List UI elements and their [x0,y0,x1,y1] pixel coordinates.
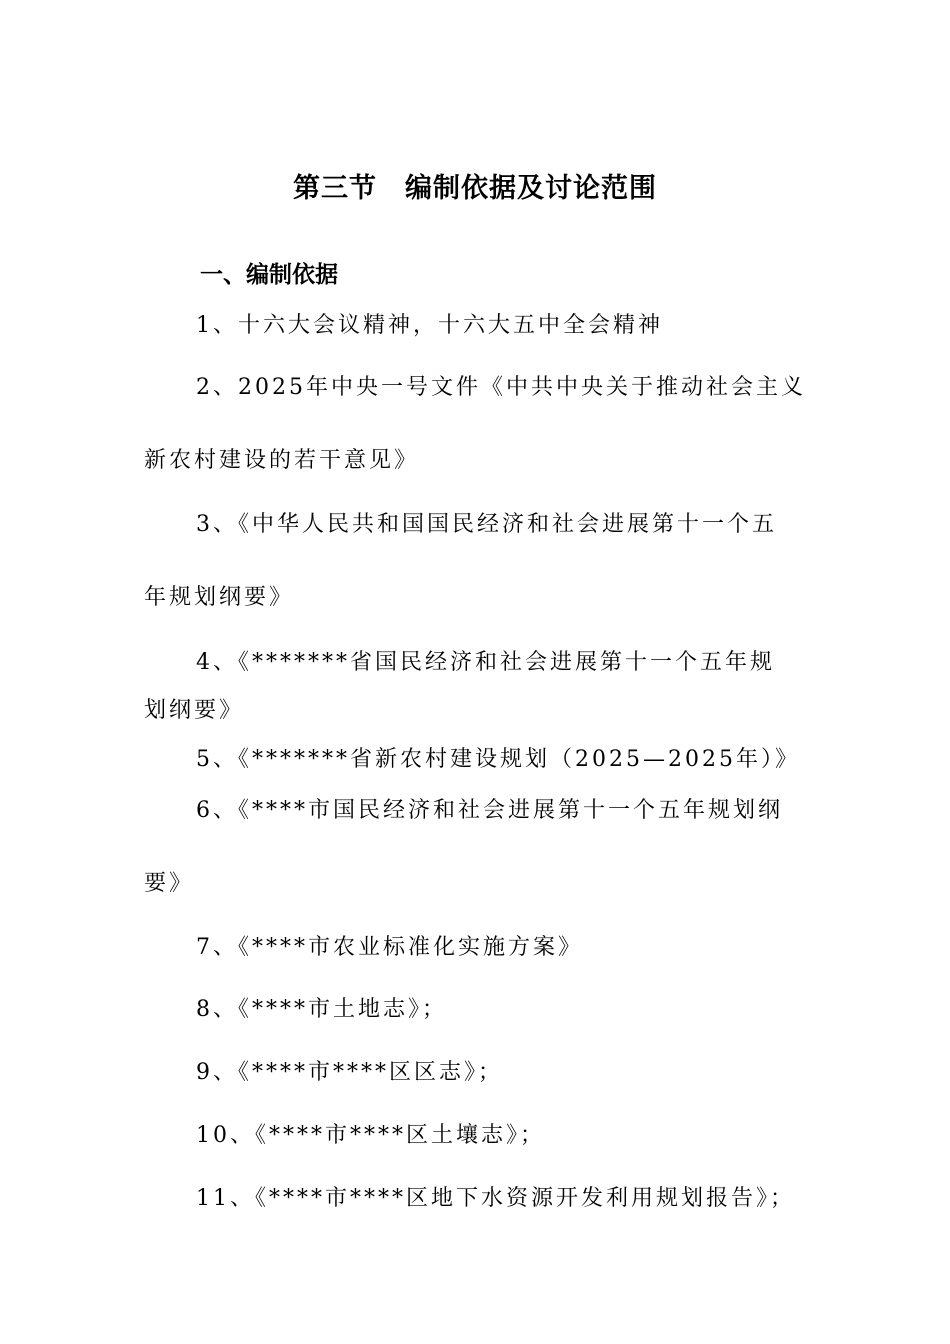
page-title: 第三节 编制依据及讨论范围 [293,173,657,204]
list-item: 2、2025年中央一号文件《中共中央关于推动社会主义 [196,375,806,400]
list-item-continuation: 划纲要》 [144,698,245,723]
list-item-continuation: 要》 [144,871,195,896]
list-item: 8、《****市土地志》； [196,997,447,1022]
list-item: 1、十六大会议精神，十六大五中全会精神 [196,313,663,338]
list-item: 7、《****市农业标准化实施方案》 [196,935,583,960]
list-item: 9、《****市****区区志》； [196,1060,503,1085]
list-item: 10、《****市****区土壤志》； [196,1123,545,1148]
list-item: 4、《*******省国民经济和社会进展第十一个五年规 [196,650,775,675]
list-item-continuation: 新农村建设的若干意见》 [144,448,420,473]
list-item: 6、《****市国民经济和社会进展第十一个五年规划纲 [196,798,783,823]
section-heading: 一、编制依据 [200,262,338,288]
list-item: 11、《****市****区地下水资源开发利用规划报告》； [196,1186,795,1211]
list-item: 5、《*******省新农村建设规划（2025—2025年）》 [196,747,800,772]
list-item-continuation: 年规划纲要》 [144,585,295,610]
list-item: 3、《中华人民共和国国民经济和社会进展第十一个五 [196,512,777,537]
